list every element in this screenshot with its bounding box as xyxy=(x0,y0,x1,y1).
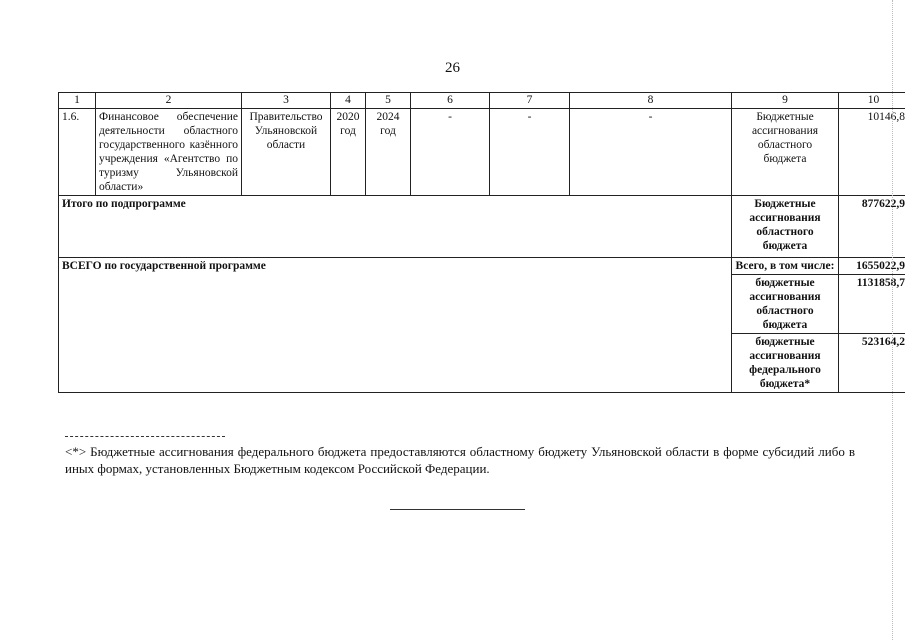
executor: Правительство Ульяновской области xyxy=(242,109,331,196)
program-funding-source: бюджетные ассигнования областного бюджета xyxy=(732,275,839,334)
program-total-label: ВСЕГО по государственной программе xyxy=(59,258,732,393)
column-number: 2 xyxy=(96,93,242,109)
program-total-row xyxy=(59,258,905,275)
column-number-row xyxy=(59,93,905,109)
col7-value: - xyxy=(490,109,570,196)
table-row-1-6 xyxy=(59,109,905,196)
funding-amount: 10146,8 xyxy=(839,109,905,196)
footnote: <*> Бюджетные ассигнования федерального бюджета предоставляются областному бюджету Ульяновской области в форме субсидий либо в иных формах, установленных Бюджетным кодексом Российской Федерации. xyxy=(65,444,855,476)
page-number: 26 xyxy=(445,60,460,76)
program-funding-source: бюджетные ассигнования федерального бюджета* xyxy=(732,334,839,393)
program-funding-source: Всего, в том числе: xyxy=(732,258,839,275)
row-number: 1.6. xyxy=(59,109,96,196)
scan-edge-line xyxy=(892,0,893,640)
end-divider xyxy=(390,509,525,510)
budget-table xyxy=(58,92,905,393)
subprogram-total-row xyxy=(59,196,905,258)
footnote-divider xyxy=(65,436,225,437)
column-number: 3 xyxy=(242,93,331,109)
subprogram-funding-source: Бюджетные ассигнования областного бюджета xyxy=(732,196,839,258)
column-number: 5 xyxy=(366,93,411,109)
column-number: 8 xyxy=(570,93,732,109)
column-number: 4 xyxy=(331,93,366,109)
measure-name: Финансовое обеспечение деятельности областного государственного казённого учреждения «Агентство по туризму Ульяновской области» xyxy=(96,109,242,196)
column-number: 10 xyxy=(839,93,905,109)
col8-value: - xyxy=(570,109,732,196)
end-year: 2024 год xyxy=(366,109,411,196)
column-number: 9 xyxy=(732,93,839,109)
program-total-amount: 523164,2 xyxy=(839,334,905,393)
subprogram-total-amount: 877622,9 xyxy=(839,196,905,258)
subprogram-total-label: Итого по подпрограмме xyxy=(59,196,732,258)
column-number: 1 xyxy=(59,93,96,109)
program-total-amount: 1655022,9 xyxy=(839,258,905,275)
column-number: 6 xyxy=(411,93,490,109)
program-total-amount: 1131858,7 xyxy=(839,275,905,334)
col6-value: - xyxy=(411,109,490,196)
column-number: 7 xyxy=(490,93,570,109)
funding-source: Бюджетные ассигнования областного бюджета xyxy=(732,109,839,196)
start-year: 2020 год xyxy=(331,109,366,196)
